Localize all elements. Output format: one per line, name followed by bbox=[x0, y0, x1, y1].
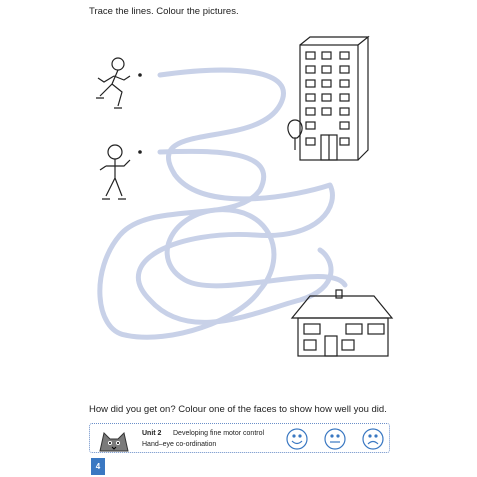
sad-face-icon[interactable] bbox=[363, 429, 383, 449]
house-icon bbox=[292, 290, 392, 356]
trace-line-bottom bbox=[100, 151, 345, 337]
neutral-face-icon[interactable] bbox=[325, 429, 345, 449]
page-number: 4 bbox=[91, 458, 105, 475]
tall-building-icon bbox=[288, 37, 368, 160]
unit-label: Unit 2 bbox=[142, 430, 162, 437]
unit-subtitle: Hand–eye co-ordination bbox=[142, 441, 217, 448]
trace-start-dot-bottom bbox=[138, 150, 142, 154]
boy-rollerskating-icon bbox=[100, 145, 130, 199]
rating-faces bbox=[285, 427, 385, 451]
self-assessment-question: How did you get on? Colour one of the faces to show how well you did. bbox=[89, 404, 387, 415]
trace-start-dot-top bbox=[138, 73, 142, 77]
instruction-text: Trace the lines. Colour the pictures. bbox=[89, 6, 239, 17]
unit-title: Developing fine motor control bbox=[173, 430, 265, 437]
unit-footer bbox=[89, 423, 390, 453]
girl-rollerskating-icon bbox=[96, 58, 130, 108]
fox-mascot-icon bbox=[94, 425, 134, 453]
happy-face-icon[interactable] bbox=[287, 429, 307, 449]
trace-lines bbox=[100, 70, 345, 337]
